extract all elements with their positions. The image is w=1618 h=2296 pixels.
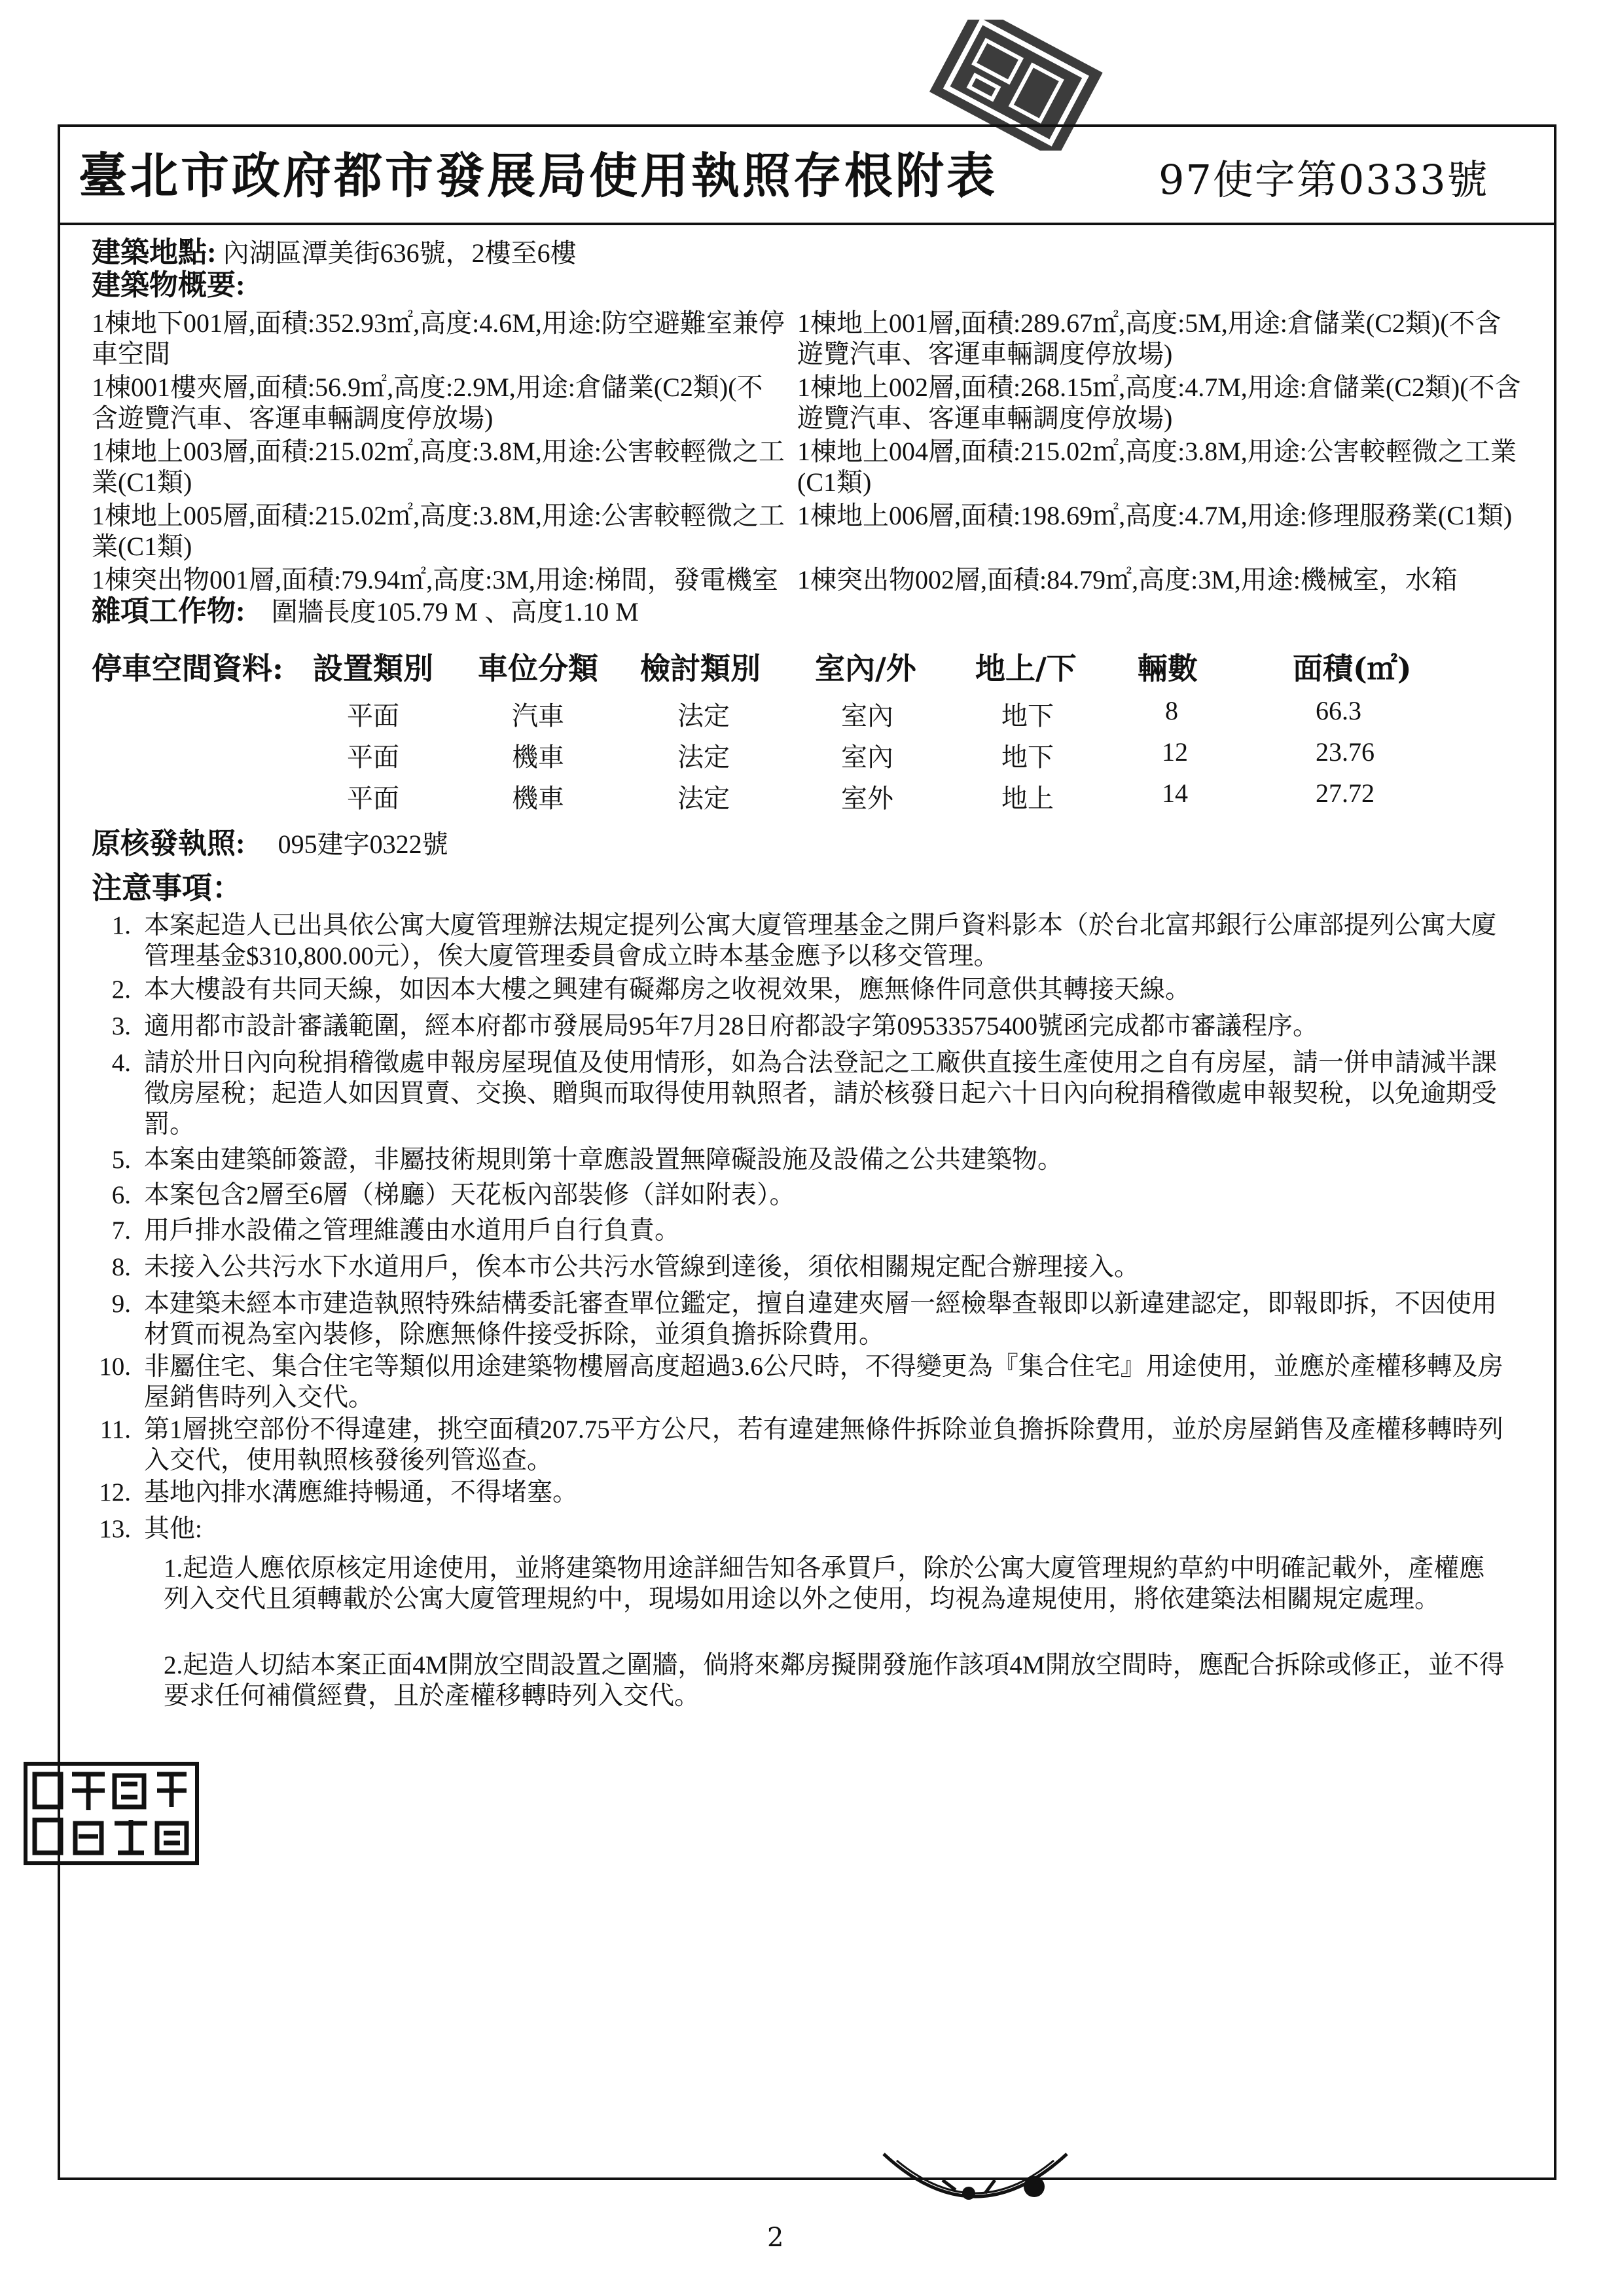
note-number: 8. [111, 1253, 131, 1281]
overview-right-4: 1棟地上006層,面積:198.69㎡,高度:4.7M,用途:修理服務業(C1類) [797, 501, 1513, 530]
note-number: 13. [99, 1515, 131, 1543]
note-number: 2. [111, 975, 131, 1004]
table-cell: 66.3 [1316, 696, 1361, 725]
parking-label: 停車空間資料: [92, 651, 283, 686]
table-cell: 地上 [1001, 784, 1054, 813]
site-row [92, 237, 577, 269]
note-text: 其他: [144, 1515, 202, 1543]
overview-left-4: 1棟地上005層,面積:215.02㎡,高度:3.8M,用途:公害較輕微之工業(C1類) [92, 501, 785, 561]
note-text: 未接入公共污水下水道用戶，俟本市公共污水管線到達後，須依相關規定配合辦理接入。 [144, 1253, 1140, 1281]
table-cell: 室外 [841, 784, 893, 813]
parking-header-count: 輛數 [1138, 651, 1198, 686]
note-number: 12. [99, 1478, 131, 1506]
table-cell: 8 [1165, 696, 1178, 725]
overview-right-2: 1棟地上002層,面積:268.15㎡,高度:4.7M,用途:倉儲業(C2類)(不含遊覽汽車、客運車輛調度停放場) [797, 373, 1521, 433]
note-number: 4. [111, 1049, 131, 1077]
note-number: 11. [99, 1415, 131, 1444]
overview-right-1: 1棟地上001層,面積:289.67㎡,高度:5M,用途:倉儲業(C2類)(不含遊覽汽車、客運車輛調度停放場) [797, 308, 1501, 369]
misc-row [92, 596, 639, 628]
note-text: 本案包含2層至6層（梯廳）天花板內部裝修（詳如附表）。 [144, 1181, 795, 1209]
note-number: 7. [111, 1216, 131, 1245]
note-number: 1. [111, 911, 131, 939]
overview-right-5: 1棟突出物002層,面積:84.79㎡,高度:3M,用途:機械室，水箱 [797, 565, 1458, 594]
table-cell: 法定 [677, 784, 730, 813]
note-number: 3. [111, 1012, 131, 1040]
table-cell: 法定 [677, 742, 730, 772]
table-cell: 地下 [1001, 701, 1054, 731]
table-cell: 地下 [1001, 742, 1054, 772]
overview-left-3: 1棟地上003層,面積:215.02㎡,高度:3.8M,用途:公害較輕微之工業(C1類) [92, 437, 785, 497]
permit-number: 97使字第0333號 [1159, 156, 1489, 204]
note-text: 第1層挑空部份不得違建，挑空面積207.75平方公尺，若有違建無條件拆除並負擔拆除費用，並於房屋銷售及產權移轉時列入交代，使用執照核發後列管巡查。 [144, 1415, 1503, 1474]
table-cell: 汽車 [512, 701, 564, 731]
notes-label: 注意事項： [92, 870, 242, 905]
note-number: 5. [111, 1146, 131, 1174]
overview-label: 建築物概要: [92, 269, 245, 301]
overview-right-3: 1棟地上004層,面積:215.02㎡,高度:3.8M,用途:公害較輕微之工業(C1類) [797, 437, 1517, 497]
parking-header-review: 檢討類別 [640, 651, 761, 686]
table-cell: 平面 [347, 742, 399, 772]
table-cell: 14 [1162, 778, 1188, 808]
overview-left-2: 1棟001樓夾層,面積:56.9㎡,高度:2.9M,用途:倉儲業(C2類)(不含遊覽汽車、客運車輛調度停放場) [92, 373, 763, 433]
title-divider [58, 223, 1556, 225]
note-text: 非屬住宅、集合住宅等類似用途建築物樓層高度超過3.6公尺時，不得變更為『集合住宅』用途使用，並應於產權移轉及房屋銷售時列入交代。 [144, 1353, 1503, 1412]
original-permit-label: 原核發執照: [92, 828, 245, 860]
site-value: 內湖區潭美街636號，2樓至6樓 [223, 238, 577, 268]
table-cell: 室內 [841, 742, 893, 772]
misc-value: 圍牆長度105.79 M 、高度1.10 M [271, 597, 639, 627]
page-number: 2 [767, 2223, 784, 2253]
note-text: 本案起造人已出具依公寓大廈管理辦法規定提列公寓大廈管理基金之開戶資料影本（於台北富邦銀行公庫部提列公寓大廈管理基金$310,800.00元），俟大廈管理委員會成立時本基金應予以移交管理。 [144, 911, 1498, 970]
table-cell: 平面 [347, 701, 399, 731]
table-cell: 機車 [512, 784, 564, 813]
other-sub-item-1: 1.起造人應依原核定用途使用，並將建築物用途詳細告知各承買戶，除於公寓大廈管理規約草約中明確記載外，產權應列入交代且須轉載於公寓大廈管理規約中，現場如用途以外之使用，均視為違規使用，將依建築法相關規定處理。 [164, 1554, 1485, 1613]
table-cell: 27.72 [1316, 778, 1375, 808]
note-number: 9. [111, 1290, 131, 1318]
note-text: 本大樓設有共同天線，如因本大樓之興建有礙鄰房之收視效果，應無條件同意供其轉接天線。 [144, 975, 1191, 1004]
note-text: 適用都市設計審議範圍，經本府都市發展局95年7月28日府都設字第09533575400號函完成都市審議程序。 [144, 1012, 1319, 1040]
parking-header-type: 設置類別 [313, 651, 433, 686]
other-sub-item-2: 2.起造人切結本案正面4M開放空間設置之圍牆，倘將來鄰房擬開發施作該項4M開放空間時，應配合拆除或修正，並不得要求任何補償經費，且於產權移轉時列入交代。 [164, 1651, 1505, 1710]
note-number: 10. [99, 1353, 131, 1381]
table-cell: 室內 [841, 701, 893, 731]
original-permit-row [92, 828, 448, 860]
table-cell: 法定 [677, 701, 730, 731]
note-text: 本建築未經本市建造執照特殊結構委託審查單位鑑定，擅自違建夾層一經檢舉查報即以新違建認定，即報即拆，不因使用材質而視為室內裝修，除應無條件接受拆除，並須負擔拆除費用。 [144, 1290, 1498, 1349]
site-label: 建築地點: [92, 236, 217, 268]
original-permit-value: 095建字0322號 [278, 829, 448, 859]
note-text: 用戶排水設備之管理維護由水道用戶自行負責。 [144, 1216, 681, 1245]
note-text: 請於卅日內向稅捐稽徵處申報房屋現值及使用情形，如為合法登記之工廠供直接生產使用之自有房屋，請一併申請減半課徵房屋稅；起造人如因買賣、交換、贈與而取得使用執照者，請於核發日起六十日內向稅捐稽徵處申報契稅，以免逾期受罰。 [144, 1049, 1498, 1139]
table-cell: 12 [1162, 737, 1188, 767]
overview-left-1: 1棟地下001層,面積:352.93㎡,高度:4.6M,用途:防空避難室兼停車空間 [92, 308, 785, 369]
table-cell: 23.76 [1316, 737, 1375, 767]
parking-header-class: 車位分類 [478, 651, 598, 686]
overview-left-5: 1棟突出物001層,面積:79.94㎡,高度:3M,用途:梯間，發電機室 [92, 565, 778, 594]
parking-header-inout: 室內/外 [815, 651, 916, 686]
note-text: 本案由建築師簽證，非屬技術規則第十章應設置無障礙設施及設備之公共建築物。 [144, 1146, 1064, 1174]
document-title: 臺北市政府都市發展局使用執照存根附表 [79, 148, 998, 204]
table-cell: 機車 [512, 742, 564, 772]
table-cell: 平面 [347, 784, 399, 813]
parking-header-area: 面積(㎡) [1293, 651, 1412, 686]
note-text: 基地內排水溝應維持暢通，不得堵塞。 [144, 1478, 579, 1506]
note-number: 6. [111, 1181, 131, 1209]
misc-label: 雜項工作物: [92, 595, 245, 627]
parking-header-level: 地上/下 [975, 651, 1077, 686]
